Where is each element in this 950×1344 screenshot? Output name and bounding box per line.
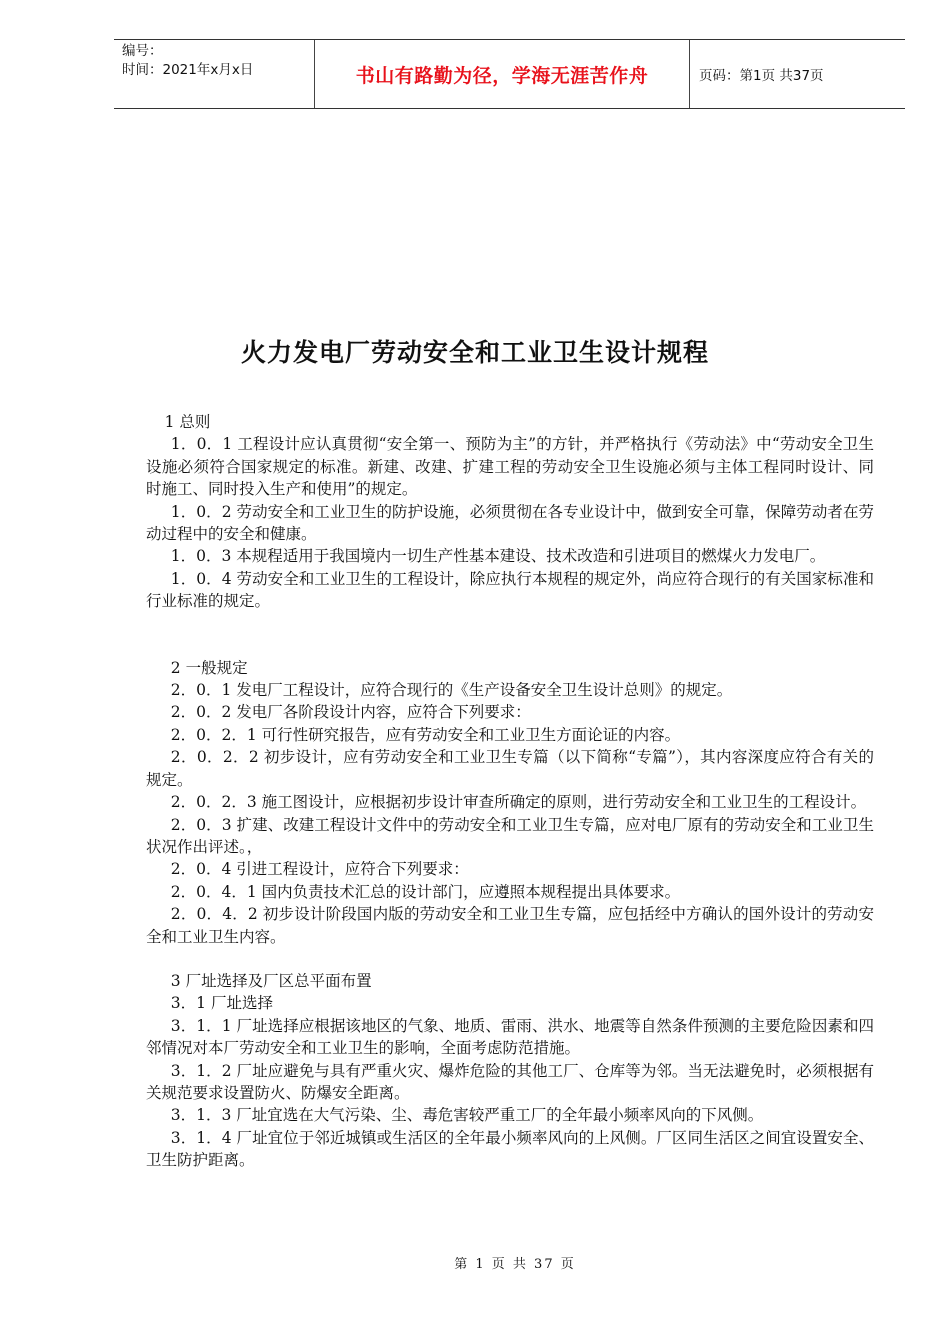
document-title: 火力发电厂劳动安全和工业卫生设计规程 (240, 338, 709, 367)
paragraph: 2．0．3 扩建、改建工程设计文件中的劳动安全和工业卫生专篇，应对电厂原有的劳动安全和工业卫生状况作出评述。， (146, 815, 874, 856)
subsection-heading: 3．1 厂址选择 (170, 994, 273, 1013)
paragraph: 3．1．4 厂址宜位于邻近城镇或生活区的全年最小频率风向的上风侧。厂区同生活区之间宜设置安全、卫生防护距离。 (146, 1128, 874, 1170)
paragraph: 2．0．4 引进工程设计，应符合下列要求： (170, 860, 469, 879)
paragraph: 2．0．4．2 初步设计阶段国内版的劳动安全和工业卫生专篇，应包括经中方确认的国外设计的劳动安全和工业卫生内容。 (146, 905, 874, 946)
header-page-info: 页码：第1页 共37页 (699, 68, 824, 84)
section-heading: 3 厂址选择及厂区总平面布置 (170, 971, 372, 990)
header-page-cell (690, 40, 905, 108)
paragraph: 3．1．3 厂址宜选在大气污染、尘、毒危害较严重工厂的全年最小频率风向的下风侧。 (170, 1106, 764, 1125)
doc-number-label: 编号： (122, 43, 163, 59)
paragraph: 2．0．1 发电厂工程设计，应符合现行的《生产设备安全卫生设计总则》的规定。 (170, 681, 733, 700)
paragraph: 2．0．2．3 施工图设计，应根据初步设计审查所确定的原则，进行劳动安全和工业卫生的工程设计。 (170, 793, 867, 812)
doc-time-label: 时间：2021年x月x日 (122, 62, 254, 78)
section-heading: 2 一般规定 (170, 658, 248, 677)
paragraph: 1．0．3 本规程适用于我国境内一切生产性基本建设、技术改造和引进项目的燃煤火力发电厂。 (170, 547, 826, 566)
paragraph: 1．0．1 工程设计应认真贯彻“安全第一、预防为主”的方针，并严格执行《劳动法》中“劳动安全卫生设施必须符合国家规定的标准。新建、改建、扩建工程的劳动安全卫生设施必须与主体工程同时设计、同时施工、同时投入生产和使用”的规定。 (146, 435, 874, 499)
page-footer: 第 1 页 共 37 页 (454, 1257, 576, 1272)
document-body (146, 411, 874, 1172)
paragraph: 2．0．2．2 初步设计，应有劳动安全和工业卫生专篇（以下简称“专篇”），其内容深度应符合有关的规定。 (146, 748, 874, 789)
spacer (146, 613, 874, 657)
paragraph: 2．0．2 发电厂各阶段设计内容，应符合下列要求： (170, 703, 531, 722)
spacer (146, 948, 874, 970)
header-slogan-cell (315, 40, 690, 108)
section-heading: 1 总则 (164, 413, 211, 431)
paragraph: 2．0．4．1 国内负责技术汇总的设计部门，应遵照本规程提出具体要求。 (170, 882, 681, 901)
paragraph: 2．0．2．1 可行性研究报告，应有劳动安全和工业卫生方面论证的内容。 (170, 725, 681, 744)
header-meta-cell (114, 40, 315, 108)
paragraph: 3．1．2 厂址应避免与具有严重火灾、爆炸危险的其他工厂、仓库等为邻。当无法避免时，必须根据有关规范要求设置防火、防爆安全距离。 (146, 1061, 874, 1102)
paragraph: 3．1．1 厂址选择应根据该地区的气象、地质、雷雨、洪水、地震等自然条件预测的主要危险因素和四邻情况对本厂劳动安全和工业卫生的影响，全面考虑防范措施。 (146, 1016, 874, 1058)
paragraph: 1．0．4 劳动安全和工业卫生的工程设计，除应执行本规程的规定外，尚应符合现行的有关国家标准和行业标准的规定。 (146, 569, 874, 611)
page-header (114, 39, 905, 109)
header-slogan: 书山有路勤为径，学海无涯苦作舟 (355, 64, 649, 87)
paragraph: 1．0．2 劳动安全和工业卫生的防护设施，必须贯彻在各专业设计中，做到安全可靠，保障劳动者在劳动过程中的安全和健康。 (146, 502, 874, 544)
